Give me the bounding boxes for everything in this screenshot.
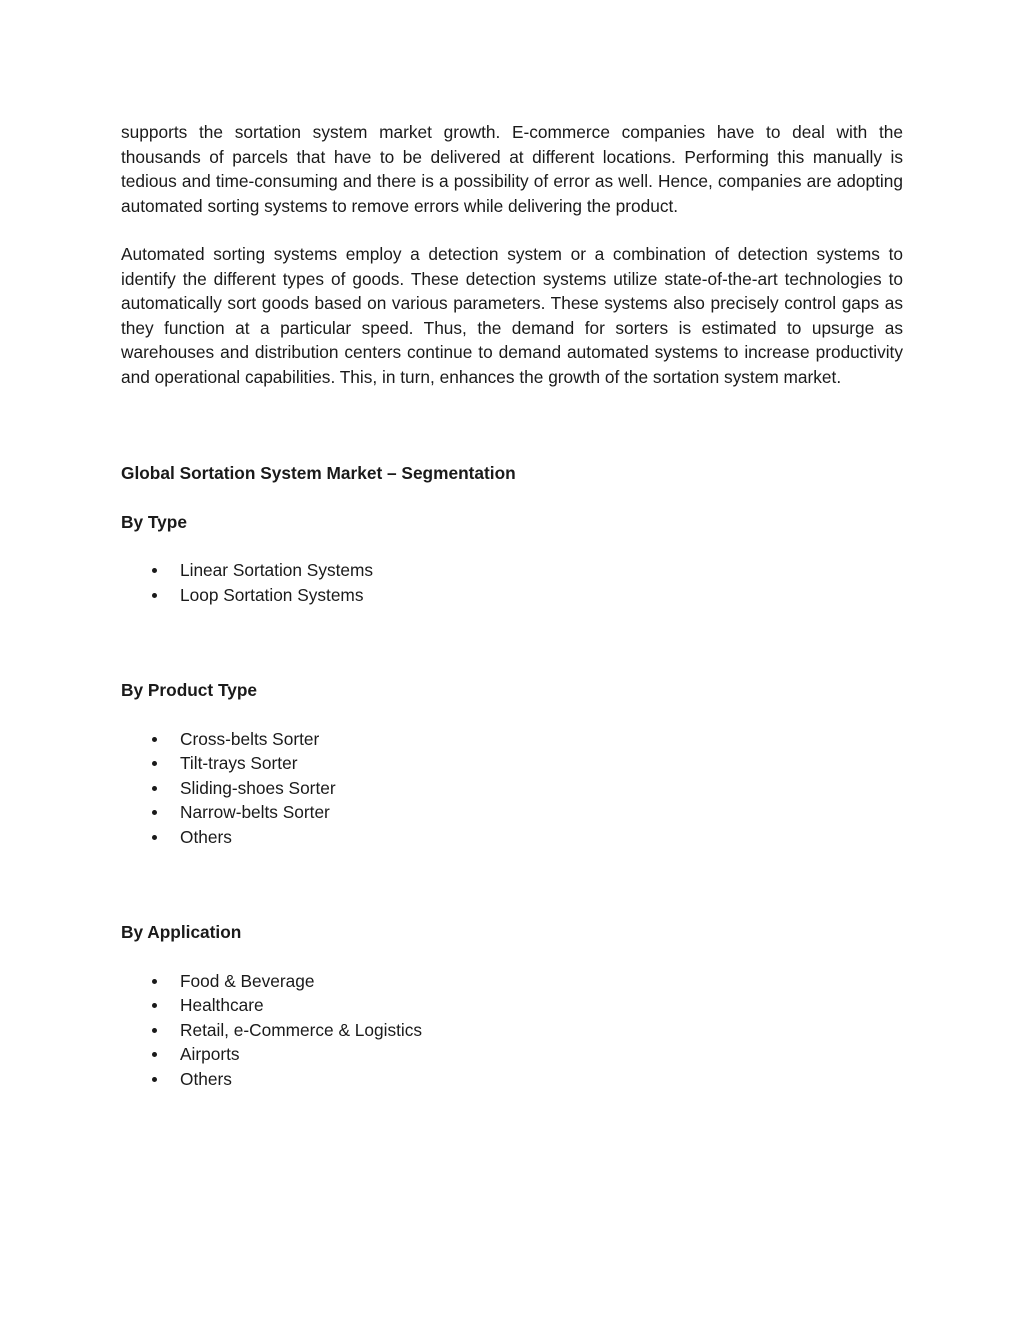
bullet-icon bbox=[152, 835, 157, 840]
list-item bbox=[121, 993, 903, 1018]
intro-paragraph: supports the sortation system market growth. E-commerce companies have to deal with the thousands of parcels that have to be delivered at different locations. Performing this manually is tedious and time-consuming and there is a possibility of error as well. Hence, companies are adopting automated sorting systems to remove errors while delivering the product. bbox=[121, 122, 903, 216]
by-application-heading: By Application bbox=[121, 922, 242, 942]
list-item-label: Retail, e-Commerce & Logistics bbox=[180, 1019, 423, 1040]
bullet-icon bbox=[152, 737, 157, 742]
bullet-icon bbox=[152, 810, 157, 815]
list-item-label: Healthcare bbox=[180, 995, 264, 1015]
by-product-type-heading: By Product Type bbox=[121, 680, 258, 700]
segmentation-title: Global Sortation System Market – Segmentation bbox=[121, 463, 516, 483]
list-item bbox=[121, 558, 903, 583]
bullet-icon bbox=[152, 1028, 157, 1033]
by-product-type-list bbox=[121, 727, 903, 850]
bullet-icon bbox=[152, 568, 157, 573]
list-item bbox=[121, 727, 903, 752]
list-item-label: Airports bbox=[180, 1044, 240, 1064]
list-item bbox=[121, 583, 903, 608]
bullet-icon bbox=[152, 1077, 157, 1082]
list-item-label: Others bbox=[180, 826, 232, 847]
list-item bbox=[121, 1018, 903, 1043]
bullet-icon bbox=[152, 979, 157, 984]
document-page bbox=[121, 120, 903, 1091]
list-item bbox=[121, 800, 903, 825]
bullet-icon bbox=[152, 1052, 157, 1057]
list-item-label: Linear Sortation Systems bbox=[180, 560, 374, 580]
list-item-label: Sliding-shoes Sorter bbox=[180, 777, 336, 798]
list-item bbox=[121, 1067, 903, 1092]
list-item-label: Loop Sortation Systems bbox=[180, 584, 364, 605]
bullet-icon bbox=[152, 1003, 157, 1008]
bullet-icon bbox=[152, 761, 157, 766]
bullet-icon bbox=[152, 593, 157, 598]
by-type-heading: By Type bbox=[121, 511, 187, 532]
list-item bbox=[121, 751, 903, 776]
list-item-label: Tilt-trays Sorter bbox=[180, 753, 298, 773]
list-item bbox=[121, 969, 903, 994]
list-item bbox=[121, 1042, 903, 1067]
list-item-label: Cross-belts Sorter bbox=[180, 728, 320, 749]
detection-paragraph: Automated sorting systems employ a detection system or a combination of detection systems to identify the different types of goods. These detection systems utilize state-of-the-art technologies to automatically sort goods based on various parameters. These systems also precisely control gaps as they function at a particular speed. Thus, the demand for sorters is estimated to upsurge as warehouses and distribution centers continue to demand automated systems to increase productivity and operational capabilities. This, in turn, enhances the growth of the sortation system market. bbox=[121, 244, 903, 387]
by-type-list bbox=[121, 558, 903, 607]
bullet-icon bbox=[152, 786, 157, 791]
list-item-label: Narrow-belts Sorter bbox=[180, 802, 330, 822]
list-item bbox=[121, 825, 903, 850]
list-item bbox=[121, 776, 903, 801]
list-item-label: Food & Beverage bbox=[180, 970, 315, 991]
list-item-label: Others bbox=[180, 1068, 232, 1089]
by-application-list bbox=[121, 969, 903, 1092]
